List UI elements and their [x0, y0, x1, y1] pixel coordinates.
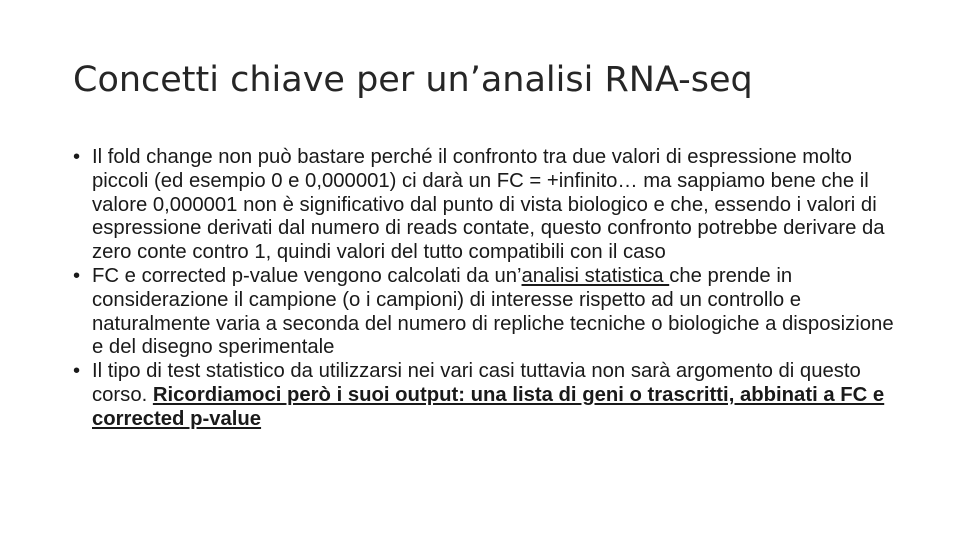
bullet-text-continued: che prende in considerazione il campione (o i campioni) di interesse rispetto ad un controllo e naturalmente varia a seconda del numero di repliche tecniche o biologiche a disposizione e del disegno sperimentale — [92, 264, 894, 359]
bullet-marker: • — [73, 264, 81, 287]
bold-underlined-conclusion: Ricordiamoci però i suoi output: una lista di geni o trascritti, abbinati a FC e corrected p-value — [92, 383, 885, 430]
bullet-item — [73, 360, 903, 431]
underlined-term: analisi statistica — [521, 264, 670, 287]
slide-title: Concetti chiave per un’analisi RNA-seq — [73, 60, 753, 100]
bullet-item — [73, 265, 903, 360]
bullet-marker: • — [73, 360, 81, 383]
bullet-item — [73, 146, 903, 265]
bullet-list — [73, 146, 903, 432]
bullet-marker: • — [73, 146, 81, 168]
bullet-text: Il tipo di test statistico da utilizzarsi nei vari casi tuttavia non sarà argomento di questo corso. — [92, 360, 861, 406]
bullet-text: FC e corrected p-value vengono calcolati da un’ — [92, 264, 522, 287]
bullet-text: Il fold change non può bastare perché il confronto tra due valori di espressione molto piccoli (ed esempio 0 e 0,000001) ci darà un FC = +infinito… ma sappiamo bene che il valore 0,000001 non è significativo dal punto di vista biologico e che, essendo i valori di espressione derivati dal numero di reads contate, questo confronto potrebbe derivare da zero conte contro 1, quindi valori del tutto compatibili con il caso — [92, 146, 885, 264]
